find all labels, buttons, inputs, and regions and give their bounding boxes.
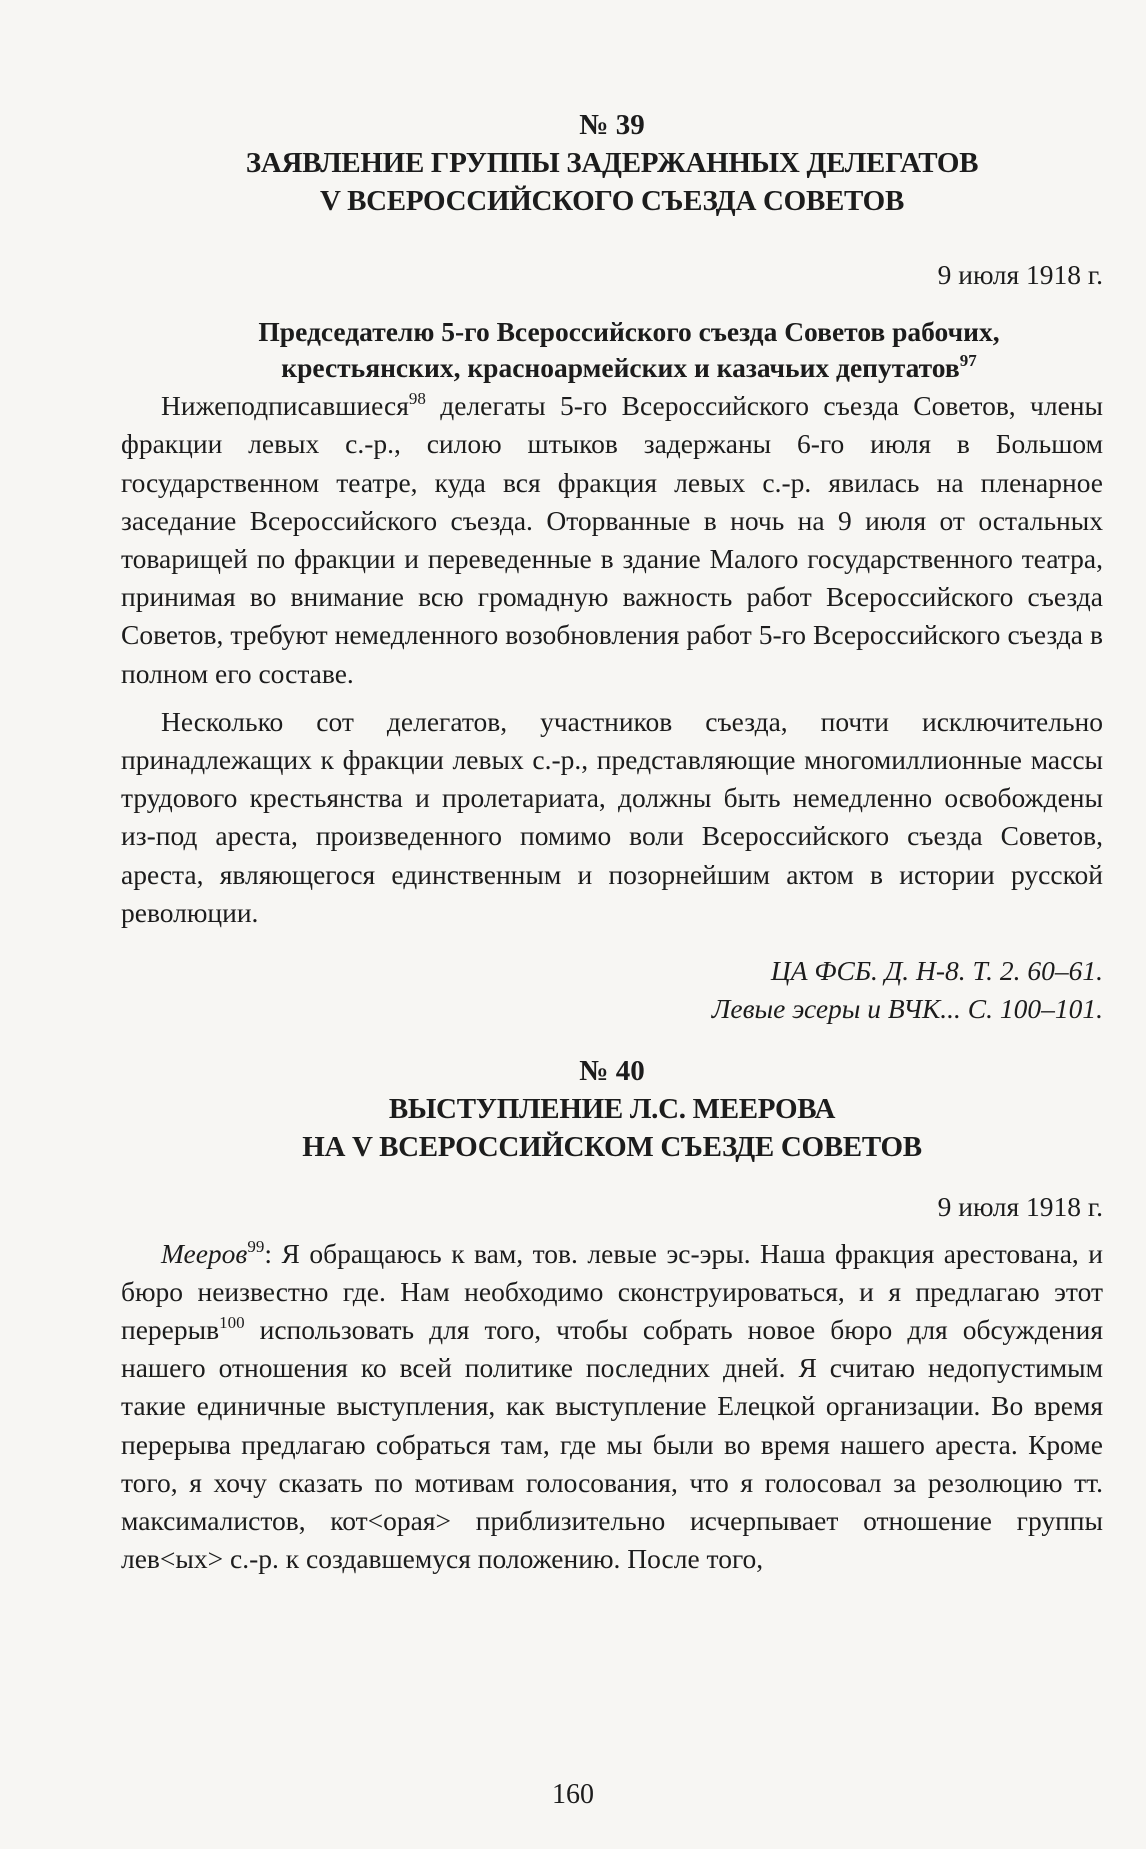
addressee: [121, 314, 1103, 386]
footnote-ref: 98: [408, 389, 426, 409]
document-title: [121, 1090, 1103, 1166]
paragraph-text: использовать для того, чтобы собрать новое бюро для обсуждения нашего отношения ко всей политике последних дней. Я считаю недопустимым такие единичные выступления, как выступление Елецкой организации. Во время перерыва предлагаю собраться там, где мы были во время нашего ареста. Кроме того, я хочу сказать по мотивам голосования, что я голосовал за резолюцию тт. максималистов, кот<орая> приблизительно исчерпывает отношение группы лев<ых> с.-р. к создавшемуся положению. После того,: [121, 1314, 1103, 1575]
addressee-line: Председателю 5-го Всероссийского съезда Советов рабочих,: [258, 316, 1000, 348]
archival-source: ЦА ФСБ. Д. Н-8. Т. 2. 60–61.: [770, 955, 1103, 987]
document-date: 9 июля 1918 г.: [937, 259, 1103, 290]
document-title-line: ВЫСТУПЛЕНИЕ Л.С. МЕЕРОВА: [388, 1093, 836, 1126]
footnote-ref: 97: [959, 351, 977, 371]
document-39: [121, 106, 1103, 1028]
footnote-ref: 100: [219, 1313, 245, 1333]
speech-paragraph: [121, 1235, 1103, 1579]
addressee-text: крестьянских, красноармейских и казачьих депутатов: [281, 352, 960, 384]
page-number: 160: [552, 1779, 594, 1810]
document-title-line: V ВСЕРОССИЙСКОГО СЪЕЗДА СОВЕТОВ: [320, 185, 904, 217]
document-date: 9 июля 1918 г.: [937, 1191, 1103, 1223]
footnote-ref: 99: [247, 1236, 265, 1256]
paragraph: Несколько сот делегатов, участников съезда, почти исключительно принадлежащих к фракции левых с.-р., представляющие многомиллионные массы трудового крестьянства и пролетариата, должны быть немедленно освобождены из-под ареста, произведенного помимо воли Всероссийского съезда Советов, ареста, являющегося единственным и позорнейшим актом в истории русской революции.: [121, 705, 1103, 928]
speaker-name: Мееров: [161, 1237, 248, 1269]
paragraph-text: : Я обращаюсь к вам, тов. левые эс-эры. Наша фракция арестована, и бюро неизвестно где. Нам необходимо сконструироваться, и я предлагаю этот перерыв: [121, 1237, 1103, 1346]
addressee-line: [155, 350, 1103, 386]
paragraph-text: Нижеподписавшиеся: [161, 390, 409, 422]
document-number: № 39: [579, 109, 645, 141]
document-title-line: НА V ВСЕРОССИЙСКОМ СЪЕЗДЕ СОВЕТОВ: [302, 1131, 922, 1164]
paragraph-text: делегаты 5-го Всероссийского съезда Советов, члены фракции левых с.-р., силою штыков задержаны 6-го июля в Большом государственном театре, куда вся фракция левых с.-р. явилась на пленарное заседание Всероссийского съезда. Оторванные в ночь на 9 июля от остальных товарищей по фракции и переведенные в здание Малого государственного театра, принимая во внимание всю громадную важность работ Всероссийского съезда Советов, требуют немедленного возобновления работ 5-го Всероссийского съезда в полном его составе.: [121, 390, 1103, 689]
paragraph: [121, 387, 1103, 693]
page-content: [121, 106, 1103, 1578]
document-title-line: ЗАЯВЛЕНИЕ ГРУППЫ ЗАДЕРЖАННЫХ ДЕЛЕГАТОВ: [245, 147, 979, 179]
document-40: [121, 1052, 1103, 1578]
document-title: [121, 144, 1103, 220]
publication-source: Левые эсеры и ВЧК... С. 100–101.: [711, 993, 1103, 1025]
document-number: № 40: [579, 1055, 645, 1088]
